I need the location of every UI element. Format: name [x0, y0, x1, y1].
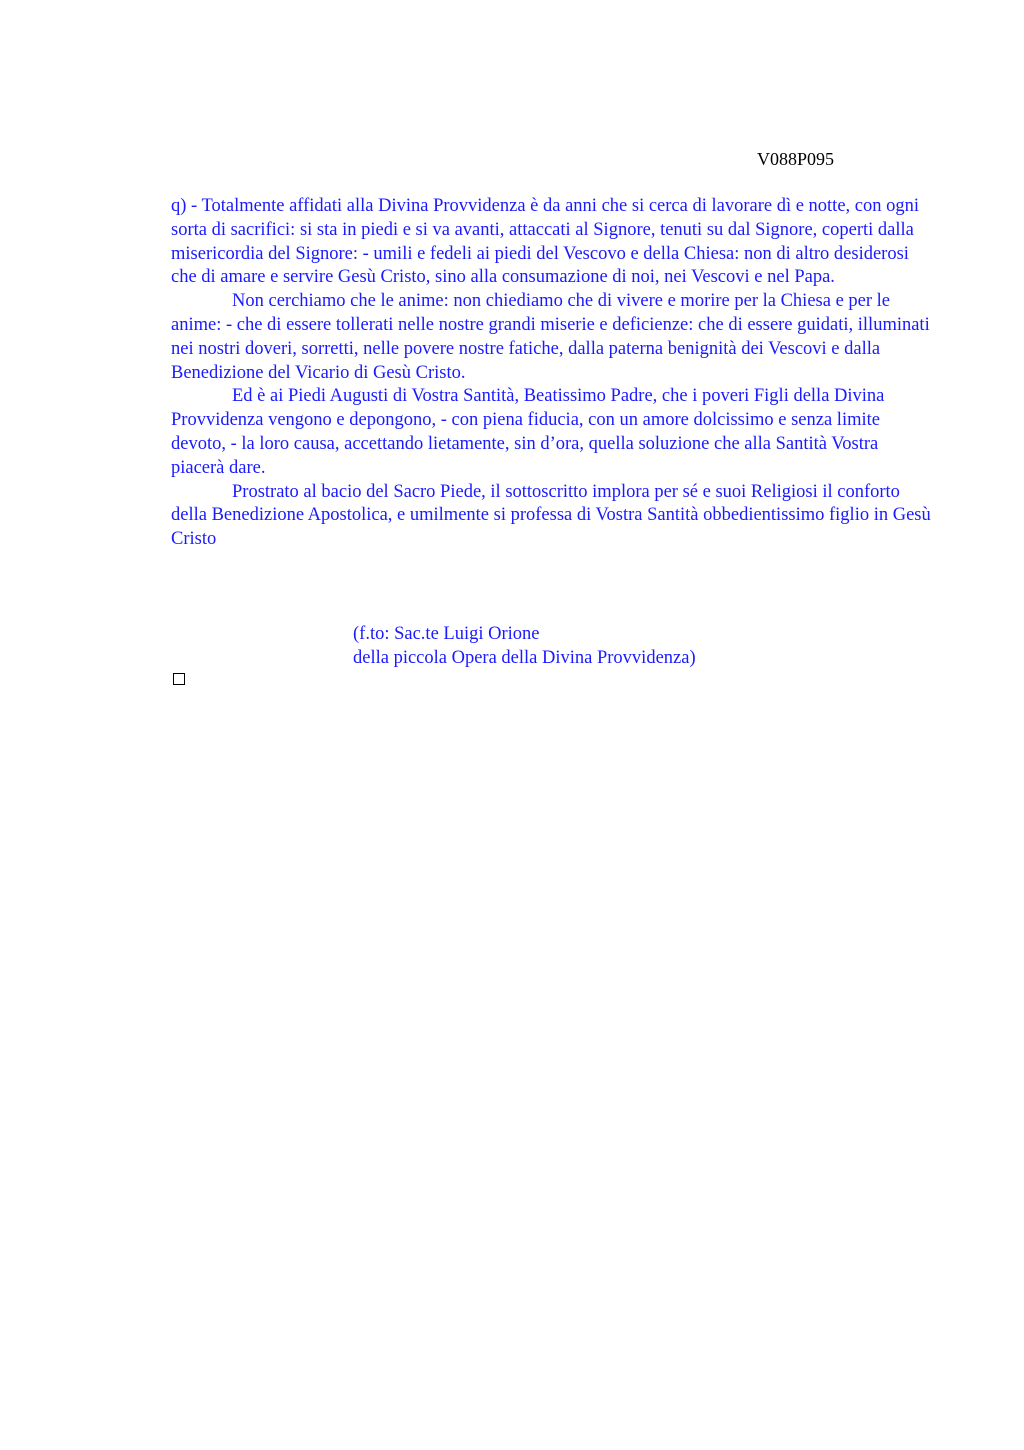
- paragraph-2: Non cerchiamo che le anime: non chiediamo che di vivere e morire per la Chiesa e per le anime: - che di essere tollerati nelle nostre grandi miserie e deficienze: che di essere guidati, illuminati nei nostri doveri, sorretti, nelle povere nostre fatiche, dalla paterna benignità dei Vescovi e dalla Benedizione del Vicario di Gesù Cristo.: [171, 291, 930, 383]
- letter-body: [171, 195, 931, 552]
- empty-square-icon: [173, 673, 185, 685]
- paragraph-3: Ed è ai Piedi Augusti di Vostra Santità, Beatissimo Padre, che i poveri Figli della Divina Provvidenza vengono e depongono, - con piena fiducia, con un amore dolcissimo e senza limite devoto, - la loro causa, accettando lietamente, sin d’ora, quella soluzione che alla Santità Vostra piacerà dare.: [171, 386, 885, 478]
- signature-line-1: (f.to: Sac.te Luigi Orione: [353, 624, 540, 644]
- page-code: V088P095: [757, 149, 835, 169]
- signature-block: [353, 622, 696, 670]
- signature-line-2: della piccola Opera della Divina Provvidenza): [353, 648, 696, 668]
- paragraph-4: Prostrato al bacio del Sacro Piede, il sottoscritto implora per sé e suoi Religiosi il conforto della Benedizione Apostolica, e umilmente si professa di Vostra Santità obbedientissimo figlio in Gesù Cristo: [171, 481, 931, 550]
- paragraph-1: q) - Totalmente affidati alla Divina Provvidenza è da anni che si cerca di lavorare dì e notte, con ogni sorta di sacrifici: si sta in piedi e si va avanti, attaccati al Signore, tenuti su dal Signore, coperti dalla misericordia del Signore: - umili e fedeli ai piedi del Vescovo e della Chiesa: non di altro desiderosi che di amare e servire Gesù Cristo, sino alla consumazione di noi, nei Vescovi e nel Papa.: [171, 196, 920, 288]
